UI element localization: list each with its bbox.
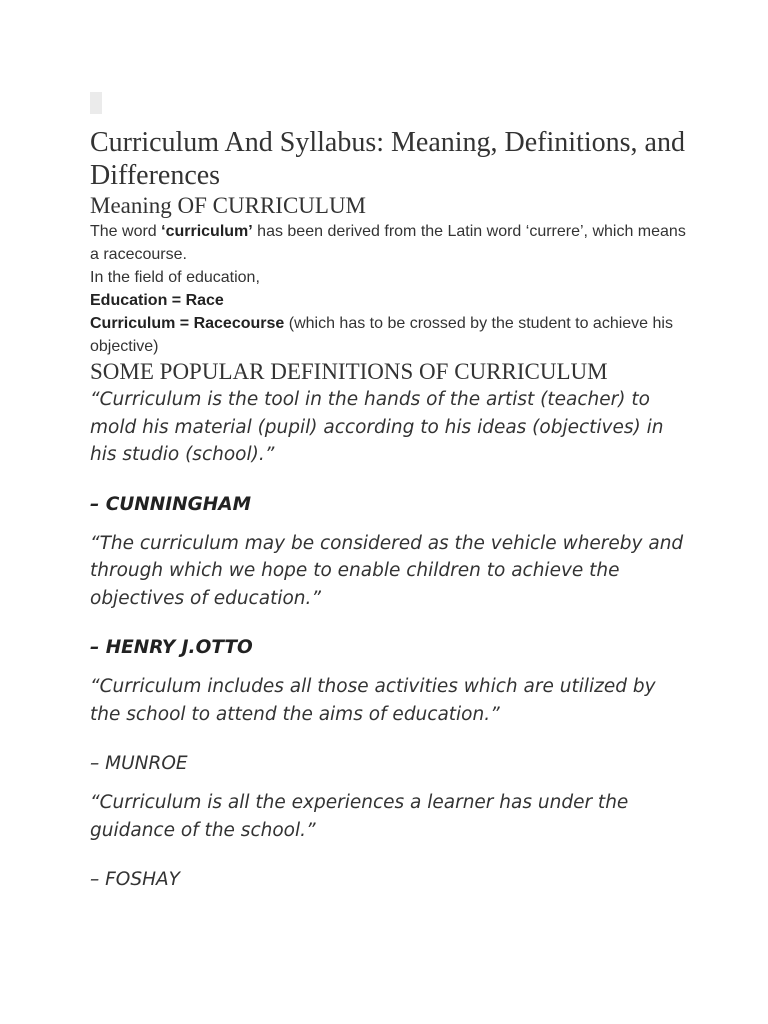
definition-foshay: [90, 789, 690, 893]
definition-quote: “Curriculum is all the experiences a learner has under the guidance of the school.”: [90, 792, 629, 841]
equation-education: Education = Race: [90, 292, 224, 309]
definition-author: – MUNROE: [90, 753, 188, 774]
intro-paragraph: [90, 220, 690, 358]
definition-quote: “The curriculum may be considered as the vehicle whereby and through which we hope to enable children to achieve the objectives of education.”: [90, 532, 684, 609]
meaning-heading: Meaning OF CURRICULUM: [90, 193, 367, 218]
definition-otto: [90, 530, 690, 662]
definition-author: – HENRY J.OTTO: [90, 637, 253, 658]
intro-text: The word: [90, 223, 162, 240]
definition-cunningham: [90, 386, 690, 518]
image-placeholder: [90, 92, 102, 114]
intro-keyword: ‘curriculum’: [161, 223, 253, 240]
definition-quote: “Curriculum is the tool in the hands of the artist (teacher) to mold his material (pupil) according to his ideas (objectives) in his studio (school).”: [90, 389, 664, 465]
intro-text: (which has to be crossed by the student to achieve his objective): [90, 315, 673, 355]
intro-text: has been derived from the Latin word ‘currere’, which means a racecourse.: [90, 223, 686, 263]
definitions-heading: SOME POPULAR DEFINITIONS OF CURRICULUM: [90, 359, 608, 384]
definition-munroe: [90, 673, 690, 777]
document-page: [90, 92, 690, 893]
definition-author: – CUNNINGHAM: [90, 493, 252, 515]
definition-author: – FOSHAY: [90, 869, 180, 890]
definition-quote: “Curriculum includes all those activities which are utilized by the school to attend the aims of education.”: [90, 676, 656, 725]
intro-text: In the field of education,: [90, 269, 260, 286]
equation-curriculum: Curriculum = Racecourse: [90, 315, 285, 332]
page-title: Curriculum And Syllabus: Meaning, Definitions, and Differences: [90, 127, 685, 191]
